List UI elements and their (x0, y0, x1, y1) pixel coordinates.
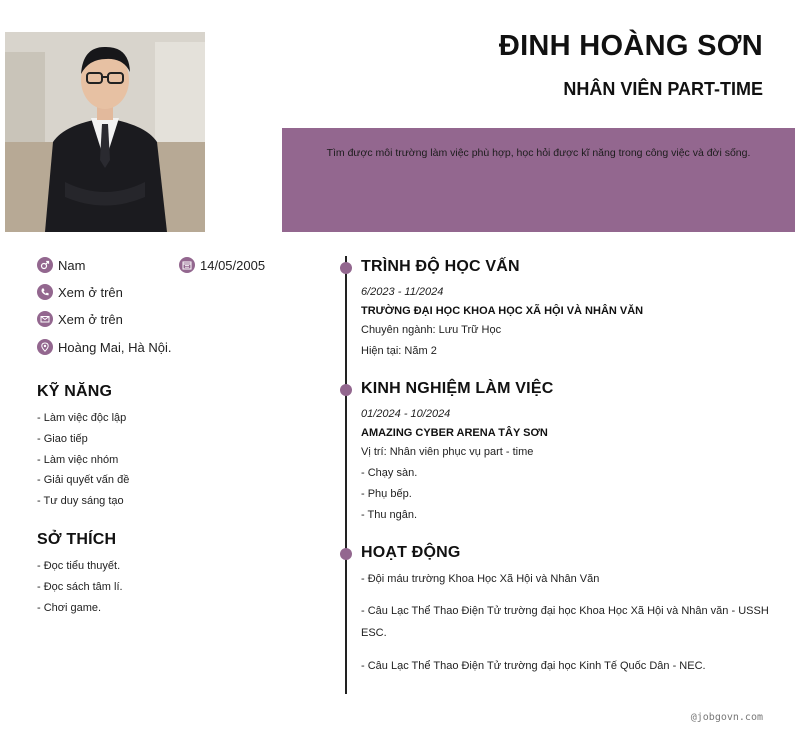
location-pin-icon (37, 339, 53, 355)
phone-row (37, 284, 123, 300)
experience-position: Vị trí: Nhân viên phục vụ part - time (361, 446, 534, 458)
experience-period: 01/2024 - 10/2024 (361, 408, 451, 420)
timeline-dot (340, 262, 352, 274)
hobby-item: - Chơi game. (37, 601, 102, 614)
address-row (37, 339, 171, 355)
mail-icon (37, 311, 53, 327)
activity-item: - Đội máu trường Khoa Học Xã Hội và Nhân Văn (361, 573, 600, 585)
career-objective-box (282, 128, 795, 232)
activity-item: - Câu Lạc Thể Thao Điện Tử trường đại học Kinh Tế Quốc Dân - NEC. (361, 660, 706, 672)
email-row (37, 311, 123, 327)
education-current: Hiện tại: Năm 2 (361, 345, 437, 357)
calendar-icon (179, 257, 195, 273)
gender-icon (37, 257, 53, 273)
skill-item: - Làm việc độc lập (37, 412, 127, 424)
profile-photo (5, 32, 205, 232)
activities-title: HOẠT ĐỘNG (361, 544, 461, 561)
hobbies-list (37, 556, 123, 618)
activity-item-continued: ESC. (361, 627, 387, 639)
birthday-value: 14/05/2005 (200, 257, 266, 273)
experience-company: AMAZING CYBER ARENA TÂY SƠN (361, 427, 548, 439)
skill-item: - Tư duy sáng tạo (37, 495, 124, 508)
education-school: TRƯỜNG ĐẠI HỌC KHOA HỌC XÃ HỘI VÀ NHÂN VĂN (361, 305, 644, 317)
gender-row (37, 257, 85, 273)
phone-value: Xem ở trên (58, 284, 123, 300)
email-value: Xem ở trên (58, 311, 123, 327)
birthday-row (179, 257, 265, 273)
experience-title: KINH NGHIỆM LÀM VIỆC (361, 380, 554, 397)
experience-task: - Thu ngân. (361, 509, 418, 521)
watermark: @jobgovn.com (690, 712, 763, 723)
activity-item: - Câu Lạc Thể Thao Điện Tử trường đại học Khoa Học Xã Hội và Nhân văn - USSH (361, 605, 769, 617)
timeline-dot (340, 548, 352, 560)
phone-icon (37, 284, 53, 300)
skill-item: - Giải quyết vấn đề (37, 474, 130, 487)
gender-value: Nam (58, 257, 86, 273)
skill-item: - Giao tiếp (37, 432, 88, 445)
skill-item: - Làm việc nhóm (37, 453, 119, 466)
hobbies-title: SỞ THÍCH (37, 531, 117, 548)
education-title: TRÌNH ĐỘ HỌC VẤN (361, 258, 520, 275)
candidate-name: ĐINH HOÀNG SƠN (498, 30, 763, 62)
experience-task: - Phụ bếp. (361, 488, 412, 500)
skills-title: KỸ NĂNG (37, 383, 113, 400)
job-title: NHÂN VIÊN PART-TIME (563, 79, 763, 99)
hobby-item: - Đọc tiểu thuyết. (37, 560, 121, 572)
hobby-item: - Đọc sách tâm lí. (37, 580, 123, 593)
skills-list (37, 408, 129, 512)
address-value: Hoàng Mai, Hà Nội. (58, 339, 172, 355)
education-period: 6/2023 - 11/2024 (361, 286, 444, 298)
experience-task: - Chạy sàn. (361, 467, 418, 479)
career-objective-text: Tìm được môi trường làm việc phù hợp, học hỏi được kĩ năng trong công việc và đời sống. (326, 147, 751, 159)
timeline-dot (340, 384, 352, 396)
timeline-line (345, 256, 347, 694)
education-major: Chuyên ngành: Lưu Trữ Học (361, 324, 502, 336)
